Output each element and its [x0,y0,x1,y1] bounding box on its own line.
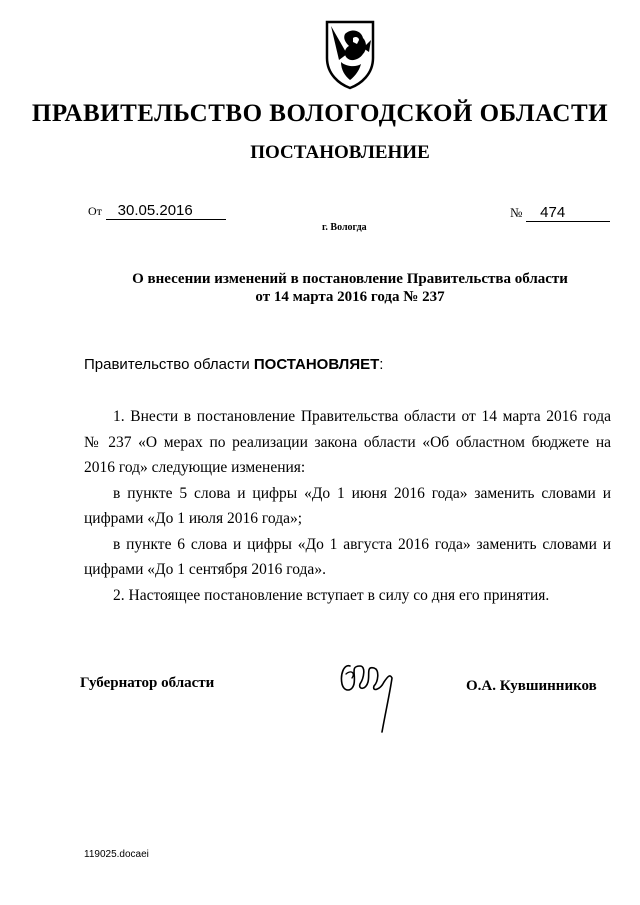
date-label: От [88,204,102,218]
signatory-position: Губернатор области [80,675,215,691]
number-label: № [510,205,523,220]
resolution-intro [84,356,383,373]
government-title: ПРАВИТЕЛЬСТВО ВОЛОГОДСКОЙ ОБЛАСТИ [31,100,609,127]
document-type: ПОСТАНОВЛЕНИЕ [250,142,430,163]
subject-line-2: от 14 марта 2016 года № 237 [255,289,445,305]
intro-emphasis: ПОСТАНОВЛЯЕТ [253,356,380,373]
resolution-body [84,404,611,608]
paragraph: 1. Внести в постановление Правительства области от 14 марта 2016 года № 237 «О мерах по реализации закона области «Об областном бюджете на 2016 год» следующие изменения: [84,408,611,476]
number-value: 474 [526,204,610,222]
paragraph: 2. Настоящее постановление вступает в силу со дня его принятия. [113,586,550,604]
city: г. Вологда [322,222,367,233]
paragraph: в пункте 5 слова и цифры «До 1 июня 2016 года» заменить словами и цифрами «До 1 июля 2016 года»; [84,484,611,527]
intro-text: Правительство области [84,356,254,373]
handwritten-signature-icon [336,652,398,742]
document-number [510,204,610,222]
subject-line-1: О внесении изменений в постановление Правительства области [132,271,568,287]
paragraph: в пункте 6 слова и цифры «До 1 августа 2016 года» заменить словами и цифрами «До 1 сентября 2016 года». [84,535,611,578]
date-value: 30.05.2016 [106,202,226,220]
signatory-name: О.А. Кувшинников [466,678,597,694]
coat-of-arms-emblem-icon [323,18,377,90]
intro-colon: : [379,356,384,373]
document-date [88,202,226,220]
document-subject [110,270,590,306]
file-reference: 119025.docaei [84,849,149,860]
